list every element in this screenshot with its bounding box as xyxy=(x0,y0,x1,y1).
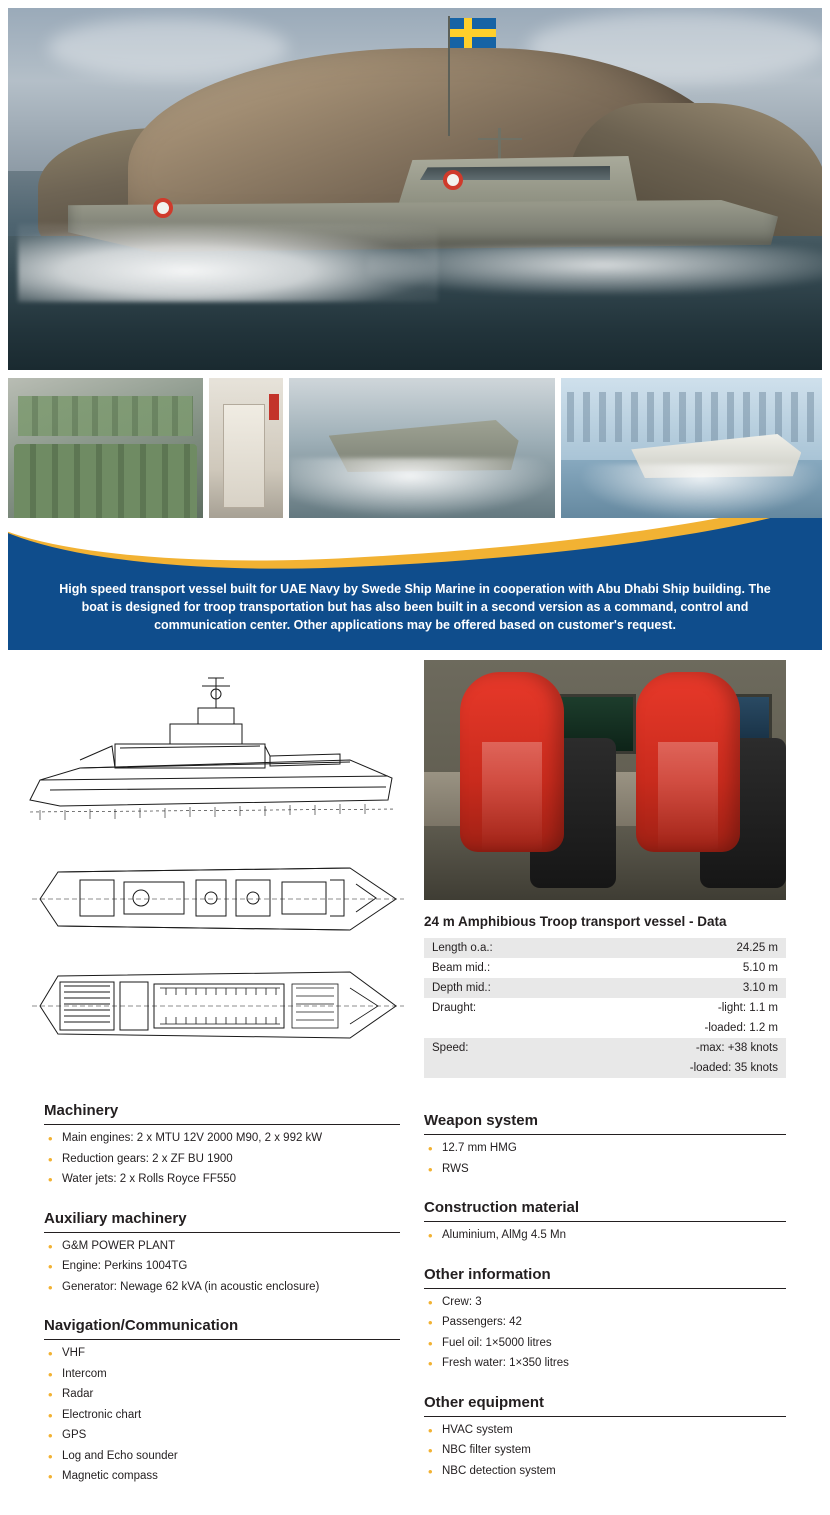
list-item: • RWS xyxy=(424,1162,786,1178)
row-label: Length o.a.: xyxy=(424,938,578,958)
list-item: • Electronic chart xyxy=(44,1408,400,1424)
specification-table xyxy=(424,938,786,1078)
section-other-information xyxy=(424,1266,786,1372)
row-value: 24.25 m xyxy=(578,938,787,958)
lower-deck-plan-drawing xyxy=(20,958,410,1054)
row-value: -loaded: 35 knots xyxy=(578,1058,787,1078)
section-heading: Machinery xyxy=(44,1102,400,1125)
list-item: • Fuel oil: 1×5000 litres xyxy=(424,1336,786,1352)
section-list xyxy=(44,1346,400,1485)
section-heading: Other equipment xyxy=(424,1394,786,1417)
row-value: -max: +38 knots xyxy=(578,1038,787,1058)
section-heading: Construction material xyxy=(424,1199,786,1222)
section-heading: Other information xyxy=(424,1266,786,1289)
section-list xyxy=(44,1131,400,1188)
list-item: • Magnetic compass xyxy=(44,1469,400,1485)
row-value: -loaded: 1.2 m xyxy=(704,1022,778,1034)
list-item: • Main engines: 2 x MTU 12V 2000 M90, 2 x 992 kW xyxy=(44,1131,400,1147)
list-item: • Aluminium, AlMg 4.5 Mn xyxy=(424,1228,786,1244)
data-table-title: 24 m Amphibious Troop transport vessel - Data xyxy=(424,914,727,929)
section-list xyxy=(424,1295,786,1372)
thumbnail-strip xyxy=(8,378,822,530)
row-value: 5.10 m xyxy=(742,962,778,974)
row-value: -light: 1.1 m xyxy=(717,1002,778,1014)
section-weapon-system xyxy=(424,1112,786,1177)
section-list xyxy=(424,1141,786,1177)
row-label: Speed: xyxy=(424,1038,578,1058)
profile-view-drawing xyxy=(20,660,410,840)
thumbnail-interior-corridor xyxy=(209,378,283,530)
section-list xyxy=(44,1239,400,1296)
row-label: Draught: xyxy=(432,1002,477,1014)
description-banner xyxy=(8,518,822,650)
row-label xyxy=(424,1058,578,1078)
left-spec-column xyxy=(44,1102,400,1507)
wake-spray xyxy=(581,464,821,518)
list-item: • GPS xyxy=(44,1428,400,1444)
list-item: • 12.7 mm HMG xyxy=(424,1141,786,1157)
list-item: • Crew: 3 xyxy=(424,1295,786,1311)
fire-extinguisher xyxy=(269,394,279,420)
hero-vessel-photo xyxy=(8,8,822,370)
list-item: • VHF xyxy=(44,1346,400,1362)
section-heading: Auxiliary machinery xyxy=(44,1210,400,1233)
row-label: Beam mid.: xyxy=(432,962,491,974)
banner-description-text: High speed transport vessel built for UAE Navy by Swede Ship Marine in cooperation with Abu Dhabi Ship building. The boat is designed for troop transportation but has also been built in a second version as a command, control and communication center. Other applications may be offered based on customer's request. xyxy=(59,582,771,633)
section-construction-material xyxy=(424,1199,786,1244)
table-row xyxy=(424,938,786,958)
technical-drawings xyxy=(20,660,410,1068)
deckhouse xyxy=(398,156,638,206)
table-row xyxy=(424,978,786,998)
list-item: • Intercom xyxy=(44,1367,400,1383)
list-item: • Water jets: 2 x Rolls Royce FF550 xyxy=(44,1172,400,1188)
interior-door xyxy=(223,404,265,508)
table-row xyxy=(424,998,786,1018)
list-item: • Radar xyxy=(44,1387,400,1403)
life-ring-icon xyxy=(443,170,463,190)
section-machinery xyxy=(44,1102,400,1188)
section-other-equipment xyxy=(424,1394,786,1480)
wake-spray xyxy=(289,458,556,518)
seat-backs xyxy=(18,396,193,436)
list-item: • Passengers: 42 xyxy=(424,1315,786,1331)
life-vest xyxy=(636,672,740,852)
row-label: Depth mid.: xyxy=(424,978,578,998)
thumbnail-vessel-aerial xyxy=(289,378,556,530)
list-item: • HVAC system xyxy=(424,1423,786,1439)
table-row xyxy=(424,1018,786,1038)
section-auxiliary-machinery xyxy=(44,1210,400,1296)
section-list xyxy=(424,1423,786,1480)
list-item: • NBC filter system xyxy=(424,1443,786,1459)
vessel xyxy=(68,128,778,258)
table-row xyxy=(424,1058,786,1078)
list-item: • Reduction gears: 2 x ZF BU 1900 xyxy=(44,1152,400,1168)
section-list xyxy=(424,1228,786,1244)
section-heading: Weapon system xyxy=(424,1112,786,1135)
row-label xyxy=(424,1018,578,1038)
city-skyline xyxy=(567,392,817,442)
table-row xyxy=(424,1038,786,1058)
thumbnail-troop-seating xyxy=(8,378,203,530)
table-row xyxy=(424,958,786,978)
section-navigation-communication xyxy=(44,1317,400,1485)
cloud xyxy=(48,18,288,78)
row-value: 3.10 m xyxy=(578,978,787,998)
seat-row xyxy=(14,444,197,522)
section-heading: Navigation/Communication xyxy=(44,1317,400,1340)
mast-crossbar xyxy=(478,138,522,140)
bridge-console-photo xyxy=(424,660,786,900)
list-item: • Fresh water: 1×350 litres xyxy=(424,1356,786,1372)
main-deck-plan-drawing xyxy=(20,854,410,944)
bow-spray xyxy=(18,224,438,302)
life-ring-icon xyxy=(153,198,173,218)
list-item: • Generator: Newage 62 kVA (in acoustic enclosure) xyxy=(44,1280,400,1296)
thumbnail-vessel-city xyxy=(561,378,822,530)
right-spec-column xyxy=(424,1112,786,1501)
list-item: • Engine: Perkins 1004TG xyxy=(44,1259,400,1275)
list-item: • G&M POWER PLANT xyxy=(44,1239,400,1255)
swedish-flag xyxy=(450,18,496,48)
life-vest xyxy=(460,672,564,852)
list-item: • Log and Echo sounder xyxy=(44,1449,400,1465)
list-item: • NBC detection system xyxy=(424,1464,786,1480)
